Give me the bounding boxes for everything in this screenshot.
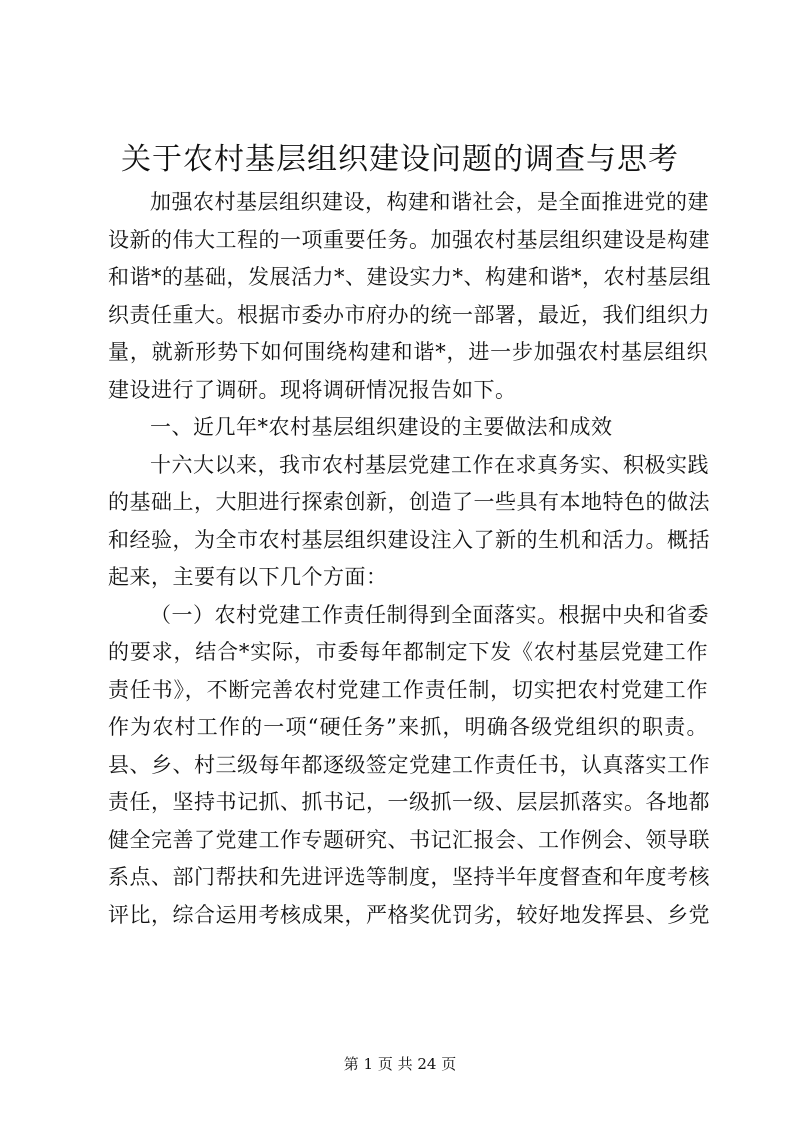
document-title: 关于农村基层组织建设问题的调查与思考 (121, 142, 679, 177)
text-line: 责任书》，不断完善农村党建工作责任制，切实把农村党建工作 (108, 677, 708, 702)
text-line: 量，就新形势下如何围绕构建和谐*，进一步加强农村基层组织 (108, 340, 708, 364)
text-line: 责任，坚持书记抓、抓书记，一级抓一级、层层抓落实。各地都 (108, 790, 710, 814)
text-line: 和谐*的基础，发展活力*、建设实力*、构建和谐*，农村基层组 (108, 265, 711, 289)
text-line: 和经验，为全市农村基层组织建设注入了新的生机和活力。概括 (108, 527, 710, 552)
text-line: 起来，主要有以下几个方面： (108, 565, 388, 589)
text-line: 系点、部门帮扶和先进评选等制度，坚持半年度督查和年度考核 (108, 865, 710, 889)
text-line: 十六大以来，我市农村基层党建工作在求真务实、积极实践 (150, 452, 709, 477)
text-line: 评比，综合运用考核成果，严格奖优罚劣，较好地发挥县、乡党 (108, 902, 710, 927)
text-line: 作为农村工作的一项“硬任务”来抓，明确各级党组织的职责。 (108, 715, 708, 739)
text-line: 的要求，结合*实际，市委每年都制定下发《农村基层党建工作 (108, 640, 708, 664)
document-body (108, 184, 711, 934)
text-line: （一）农村党建工作责任制得到全面落实。根据中央和省委 (150, 602, 709, 627)
text-line: 建设进行了调研。现将调研情况报告如下。 (108, 377, 517, 402)
text-line: 健全完善了党建工作专题研究、书记汇报会、工作例会、领导联 (108, 827, 710, 852)
text-line: 设新的伟大工程的一项重要任务。加强农村基层组织建设是构建 (108, 227, 710, 252)
text-line: 的基础上，大胆进行探索创新，创造了一些具有本地特色的做法 (108, 490, 710, 514)
text-line: 加强农村基层组织建设，构建和谐社会，是全面推进党的建 (150, 190, 709, 214)
text-line: 一、近几年*农村基层组织建设的主要做法和成效 (150, 415, 613, 439)
text-line: 县、乡、村三级每年都逐级签定党建工作责任书，认真落实工作 (108, 752, 710, 777)
page-footer: 第 1 页 共 24 页 (343, 1055, 457, 1073)
text-line: 织责任重大。根据市委办市府办的统一部署，最近，我们组织力 (108, 302, 710, 327)
